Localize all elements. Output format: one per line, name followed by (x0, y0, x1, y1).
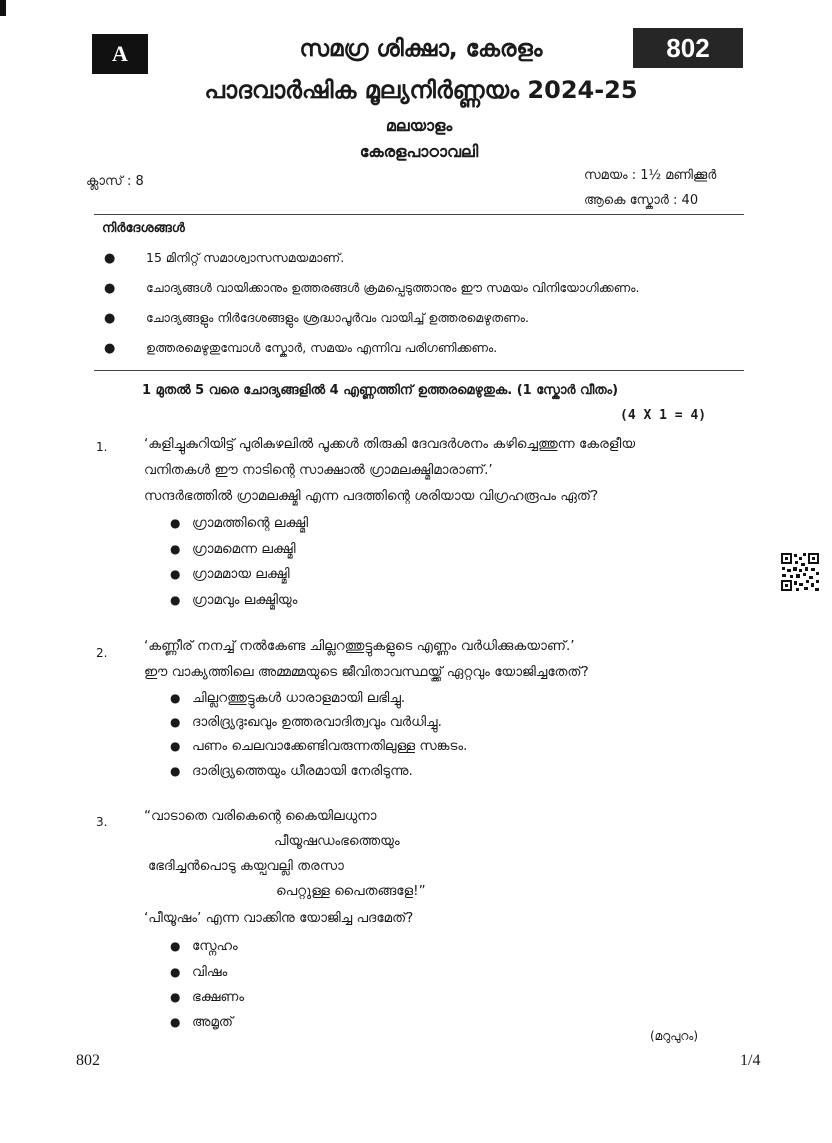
instruction-text: 15 മിനിറ്റ് സമാശ്വാസസമയമാണ്. (146, 250, 345, 265)
option-text: അമൃത് (192, 1014, 234, 1030)
option-text: വിഷം (192, 964, 228, 980)
question-text: വനിതകൾ ഈ നാടിന്റെ സാക്ഷാൽ ഗ്രാമലക്ഷ്മിമാരാണ്.’ (144, 462, 493, 478)
poem-line: “വാടാതെ വരികെന്റെ കൈയിലധുനാ (144, 808, 377, 824)
bullet-icon: ● (170, 593, 181, 607)
bullet-icon: ● (170, 542, 181, 556)
paper-code-badge: 802 (633, 28, 743, 68)
scan-corner-mark (0, 0, 6, 16)
question-number: 2. (96, 646, 108, 660)
bullet-icon: ● (170, 739, 181, 753)
option-text: ഗ്രാമവും ലക്ഷ്മിയും (192, 592, 298, 608)
bullet-icon: ● (170, 990, 181, 1004)
answer-option (170, 592, 297, 608)
answer-option (170, 566, 290, 582)
instruction-text: ചോദ്യങ്ങൾ വായിക്കാനും ഉത്തരങ്ങൾ ക്രമപ്പെടുത്താനും ഈ സമയം വിനിയോഗിക്കണം. (146, 280, 640, 295)
bullet-icon: ● (170, 691, 181, 705)
option-text: ദാരിദ്ര്യത്തെയും ധീരമായി നേരിടുന്നു. (192, 763, 413, 779)
option-text: പണം ചെലവാക്കേണ്ടിവരുന്നതിലുള്ള സങ്കടം. (192, 738, 468, 754)
divider-instructions (94, 370, 744, 371)
instruction-item (104, 340, 497, 356)
option-text: ഗ്രാമമെന്ന ലക്ഷ്മി (192, 541, 296, 557)
option-text: ഗ്രാമത്തിന്റെ ലക്ഷ്മി (192, 515, 309, 531)
bullet-icon: ● (170, 939, 181, 953)
instruction-text: ചോദ്യങ്ങളും നിർദേശങ്ങളും ശ്രദ്ധാപൂർവം വായിച്ച് ഉത്തരമെഴുതണം. (146, 310, 529, 325)
total-score-label: ആകെ സ്കോർ : 40 (584, 193, 699, 208)
instructions-heading: നിർദേശങ്ങൾ (102, 221, 185, 236)
bullet-icon: ● (104, 340, 116, 356)
qr-code-icon (780, 552, 820, 592)
answer-option (170, 714, 442, 730)
answer-option (170, 964, 227, 980)
section-instruction: 1 മുതൽ 5 വരെ ചോദ്യങ്ങളിൽ 4 എണ്ണത്തിന് ഉത്തരമെഴുതുക. (1 സ്കോർ വീതം) (142, 383, 619, 398)
bullet-icon: ● (170, 567, 181, 581)
bullet-icon: ● (170, 1015, 181, 1029)
organization-title: സമഗ്ര ശിക്ഷാ, കേരളം (299, 36, 543, 62)
exam-title: പാദവാർഷിക മൂല്യനിർണ്ണയം 2024-25 (204, 76, 638, 104)
bullet-icon: ● (104, 310, 116, 326)
question-text: ‘കുളിച്ചുകുറിയിട്ട് പുരികുഴലിൽ പൂക്കൾ തിരുകി ദേവദർശനം കഴിച്ചെത്തുന്ന കേരളീയ (144, 436, 636, 452)
subject-title: മലയാളം (385, 116, 453, 135)
instruction-item (104, 250, 344, 266)
answer-option (170, 938, 238, 954)
answer-option (170, 515, 308, 531)
time-label: സമയം : 1½ മണിക്കൂർ (584, 168, 717, 183)
class-label: ക്ലാസ് : 8 (86, 174, 144, 189)
answer-option (170, 989, 244, 1005)
reader-title: കേരളപാഠാവലി (359, 142, 479, 161)
option-text: ചില്ലറത്തുട്ടുകൾ ധാരാളമായി ലഭിച്ചു. (192, 690, 406, 706)
footer-paper-code: 802 (76, 1052, 100, 1069)
bullet-icon: ● (104, 280, 116, 296)
bullet-icon: ● (170, 715, 181, 729)
poem-line: പീയൂഷഡംഭത്തെയും (274, 833, 400, 849)
page-number: 1/4 (740, 1052, 761, 1069)
option-text: ഭക്ഷണം (192, 989, 244, 1005)
question-text: ഈ വാക്യത്തിലെ അമ്മമ്മയുടെ ജീവിതാവസ്ഥയ്ക്ക് ഏറ്റവും യോജിച്ചതേത്? (144, 664, 589, 680)
option-text: സ്നേഹം (192, 938, 238, 954)
instruction-item (104, 310, 529, 326)
poem-line: പെറ്റുള്ള പൈതങ്ങളേ!” (276, 883, 426, 899)
instruction-item (104, 280, 639, 296)
question-number: 1. (96, 440, 108, 454)
divider-top (94, 214, 744, 215)
option-text: ഗ്രാമമായ ലക്ഷ്മി (192, 566, 290, 582)
question-set-label: A (92, 34, 148, 74)
bullet-icon: ● (170, 516, 181, 530)
bullet-icon: ● (170, 764, 181, 778)
answer-option (170, 763, 413, 779)
bullet-icon: ● (104, 250, 116, 266)
question-number: 3. (96, 815, 108, 829)
section-marks: (4 X 1 = 4) (620, 408, 707, 423)
page-turn-note: (മറുപുറം) (650, 1029, 699, 1043)
instruction-text: ഉത്തരമെഴുതുമ്പോൾ സ്കോർ, സമയം എന്നിവ പരിഗണിക്കണം. (146, 340, 498, 355)
question-text: ‘പീയൂഷം’ എന്ന വാക്കിനു യോജിച്ച പദമേത്? (144, 910, 414, 926)
poem-line: ഭേദിച്ചൻപൊടു കയ്പവല്ലി തരസാ (148, 858, 344, 874)
answer-option (170, 1014, 233, 1030)
answer-option (170, 541, 296, 557)
question-text: സന്ദർഭത്തിൽ ഗ്രാമലക്ഷ്മി എന്ന പദത്തിന്റെ ശരിയായ വിഗ്രഹരൂപം ഏത്? (144, 488, 599, 504)
bullet-icon: ● (170, 965, 181, 979)
answer-option (170, 738, 467, 754)
option-text: ദാരിദ്ര്യദുഃഖവും ഉത്തരവാദിത്വവും വർധിച്ചു. (192, 714, 442, 730)
question-text: ‘കണ്ണീര് നനച്ച് നൽകേണ്ട ചില്ലറത്തുട്ടുകളുടെ എണ്ണം വർധിക്കുകയാണ്.’ (144, 638, 575, 654)
answer-option (170, 690, 405, 706)
